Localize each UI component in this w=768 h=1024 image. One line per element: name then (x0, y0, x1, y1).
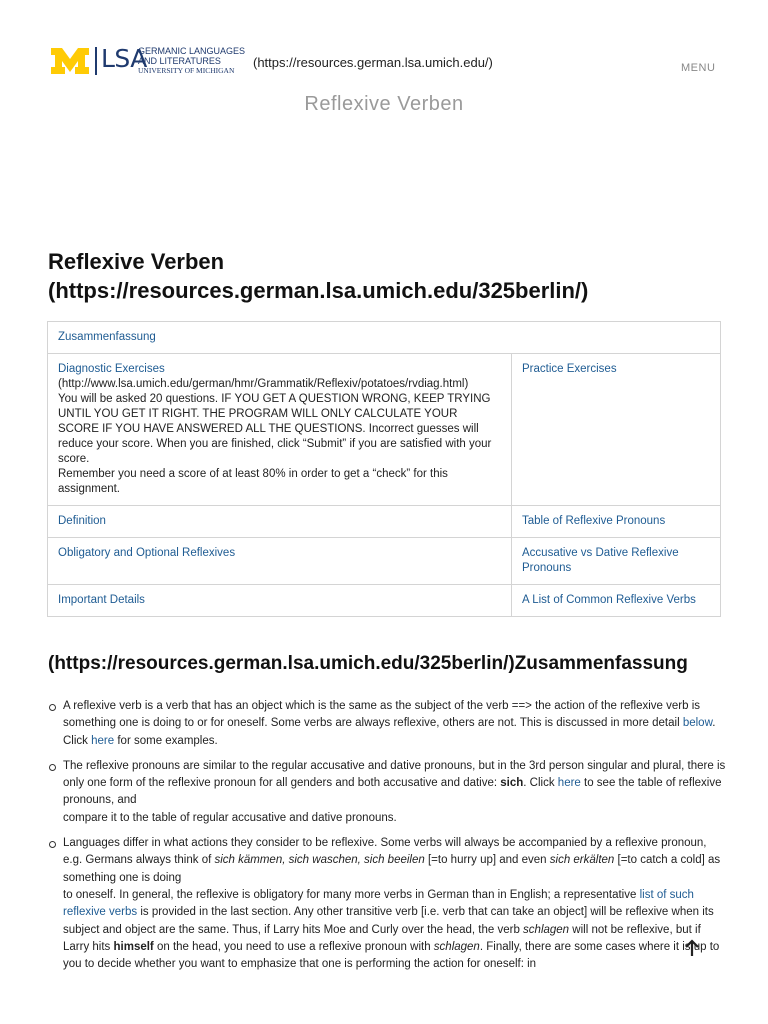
table-row (48, 506, 721, 538)
home-url-link[interactable]: (https://resources.german.lsa.umich.edu/) (253, 55, 493, 70)
block-m-icon (50, 47, 90, 75)
table-row (48, 354, 721, 506)
list-item (48, 698, 728, 750)
diagnostic-instructions: You will be asked 20 questions. IF YOU GET A QUESTION WRONG, KEEP TRYING UNTIL YOU GET IT RIGHT. THE PROGRAM WILL ONLY CALCULATE YOUR SCORE IF YOU HAVE ANSWERED ALL THE QUESTIONS. Incorrect guesses will reduce your score. When you are finished, click “Submit” if you are satisfied with your score. (58, 393, 492, 465)
italic-term: schlagen (433, 940, 480, 953)
list-item (48, 758, 728, 827)
bullet-text: is provided in the last section. Any other transitive verb [i.e. verb that can take an object] will be reflexive when its subject and object are the same. Thus, if Larry hits Moe and Curly over the head, the verb (63, 906, 714, 936)
table-cell (48, 322, 721, 354)
bullet-text: . Finally, there are some cases where it is up to you to decide whether you want to emphasize that one is performing the action for oneself: in (63, 940, 720, 971)
table-row (48, 538, 721, 585)
list-item (48, 835, 728, 973)
accusative-dative-link[interactable]: Accusative vs Dative Reflexive Pronouns (522, 547, 679, 574)
bullet-text: on the head, you need to use a reflexive pronoun with (153, 940, 434, 953)
below-link[interactable]: below (682, 717, 713, 730)
diagnostic-exercises-link[interactable]: Diagnostic Exercises (58, 363, 165, 375)
obligatory-optional-link[interactable]: Obligatory and Optional Reflexives (58, 547, 236, 559)
table-cell (48, 585, 512, 617)
bullet-text: . Click (523, 777, 558, 790)
page-title-line-2[interactable]: (https://resources.german.lsa.umich.edu/325berlin/) (48, 278, 589, 303)
table-cell (512, 585, 721, 617)
bullet-text: to oneself. In general, the reflexive is obligatory for many more verbs in German than in English; a representative (63, 888, 640, 901)
pronoun-table-here-link[interactable]: here (557, 777, 581, 790)
bullet-text: Languages differ in what actions they consider to be reflexive. Some verbs will always be accompanied by a reflexive pronoun, e.g. Germans always think of (63, 837, 707, 867)
logo-line-1: GERMANIC LANGUAGES (138, 46, 246, 56)
italic-term: sich kämmen, sich waschen, sich beeilen (214, 854, 425, 867)
bullet-text: for some examples. (114, 734, 218, 747)
practice-exercises-link[interactable]: Practice Exercises (522, 363, 617, 375)
table-cell (512, 354, 721, 506)
zusammenfassung-link[interactable]: Zusammenfassung (58, 331, 156, 343)
logo-line-2: AND LITERATURES (138, 56, 221, 66)
contents-table (47, 321, 721, 617)
logo-lsa-text: LSA (101, 44, 147, 73)
logo-department-text (138, 46, 245, 76)
table-cell (48, 538, 512, 585)
bold-term: sich (500, 777, 524, 790)
table-cell (512, 538, 721, 585)
table-cell (48, 506, 512, 538)
table-row (48, 322, 721, 354)
table-cell (48, 354, 512, 506)
definition-link[interactable]: Definition (58, 515, 106, 527)
diagnostic-note: Remember you need a score of at least 80% in order to get a “check” for this assignment. (58, 468, 448, 495)
faded-page-title: Reflexive Verben (304, 93, 464, 115)
reflexive-verbs-list-link[interactable]: list of such reflexive verbs (63, 888, 694, 919)
bullet-text: . Click (63, 717, 716, 747)
logo-line-3: UNIVERSITY OF MICHIGAN (138, 66, 235, 75)
logo-divider (95, 47, 97, 75)
diagnostic-url[interactable]: (http://www.lsa.umich.edu/german/hmr/Grammatik/Reflexiv/potatoes/rvdiag.html) (58, 378, 469, 390)
bold-term: himself (113, 940, 154, 953)
lsa-logo[interactable] (50, 44, 246, 76)
menu-button[interactable]: MENU (681, 62, 716, 74)
back-to-top-icon[interactable] (684, 939, 700, 962)
bullet-text: [=to hurry up] and even (424, 854, 550, 867)
bullet-text: A reflexive verb is a verb that has an object which is the same as the subject of the verb ==> the action of the reflexive verb is something one is doing to or for oneself. Some verbs are always reflexive, others are not. This is discussed in more detail (63, 700, 700, 730)
common-verbs-link[interactable]: A List of Common Reflexive Verbs (522, 594, 696, 606)
italic-term: sich erkälten (549, 854, 615, 867)
table-row (48, 585, 721, 617)
summary-list (48, 698, 728, 981)
bullet-text: [=to catch a cold] as something one is doing (63, 854, 721, 884)
italic-term: schlagen (523, 923, 570, 936)
bullet-text: compare it to the table of regular accusative and dative pronouns. (63, 811, 397, 824)
site-header (0, 0, 768, 115)
section-heading-zusammenfassung: (https://resources.german.lsa.umich.edu/325berlin/)Zusammenfassung (48, 653, 688, 674)
bullet-text: to see the table of reflexive pronouns, and (63, 777, 722, 807)
examples-here-link[interactable]: here (91, 734, 115, 747)
bullet-text: will not be reflexive, but if Larry hits (63, 923, 701, 953)
table-of-pronouns-link[interactable]: Table of Reflexive Pronouns (522, 515, 666, 527)
page-title-line-1: Reflexive Verben (48, 249, 225, 274)
important-details-link[interactable]: Important Details (58, 594, 145, 606)
table-cell (512, 506, 721, 538)
bullet-text: The reflexive pronouns are similar to the regular accusative and dative pronouns, but in the 3rd person singular and plural, there is only one form of the reflexive pronoun for all genders and both accusative and dative: (63, 759, 726, 790)
page-title (48, 247, 738, 305)
